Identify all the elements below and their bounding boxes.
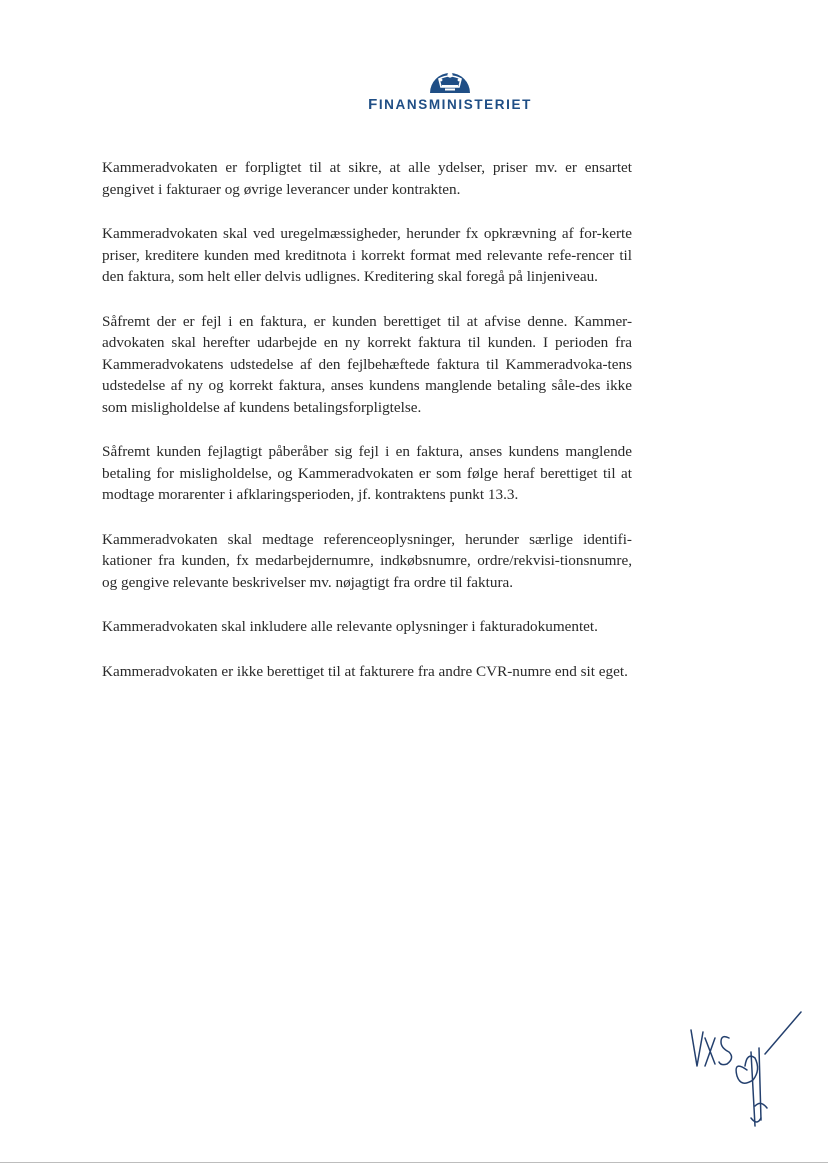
paragraph: Kammeradvokaten skal ved uregelmæssigheder, herunder fx opkrævning af for-kerte priser, kreditere kunden med kreditnota i korrekt format med relevante refe-rencer til den faktura, som helt eller delvis udlignes. Kreditering skal foregå på linjeniveau. bbox=[102, 225, 632, 285]
paragraph: Kammeradvokaten skal inkludere alle relevante oplysninger i fakturadokumentet. bbox=[102, 618, 598, 635]
paragraph: Såfremt der er fejl i en faktura, er kunden berettiget til at afvise denne. Kammer-advokaten skal herefter udarbejde en ny korrekt faktura til kunden. I perioden fra Kammeradvokatens udstedelse af den fejlbehæftede faktura til Kammeradvoka-tens udstedelse af ny og korrekt faktura, anses kundens manglende betaling såle-des ikke som misligholdelse af kundens betalingsforpligtelse. bbox=[102, 312, 632, 416]
crown-logo-icon bbox=[428, 62, 472, 94]
org-name: FINANSMINISTERIET bbox=[368, 96, 532, 113]
paragraph: Såfremt kunden fejlagtigt påberåber sig fejl i en faktura, anses kundens manglende betaling for misligholdelse, og Kammeradvokaten er som følge heraf berettiget til at modtage morarenter i afklaringsperioden, jf. kontraktens punkt 13.3. bbox=[102, 443, 632, 503]
ministry-logo bbox=[360, 62, 540, 113]
paragraph: Kammeradvokaten er forpligtet til at sikre, at alle ydelser, priser mv. er ensartet gengivet i fakturaer og øvrige leverancer under kontrakten. bbox=[102, 159, 632, 198]
document-body bbox=[102, 157, 632, 705]
handwritten-signature bbox=[685, 1008, 805, 1133]
footer-divider bbox=[0, 1162, 828, 1163]
paragraph: Kammeradvokaten er ikke berettiget til at fakturere fra andre CVR-numre end sit eget. bbox=[102, 662, 628, 680]
paragraph: Kammeradvokaten skal medtage referenceoplysninger, herunder særlige identifi-kationer fra kunden, fx medarbejdernumre, indkøbsnumre, ordre/rekvisi-tionsnumre, og gengive relevante beskrivelser mv. nøjagtigt fra ordre til faktura. bbox=[102, 530, 632, 591]
